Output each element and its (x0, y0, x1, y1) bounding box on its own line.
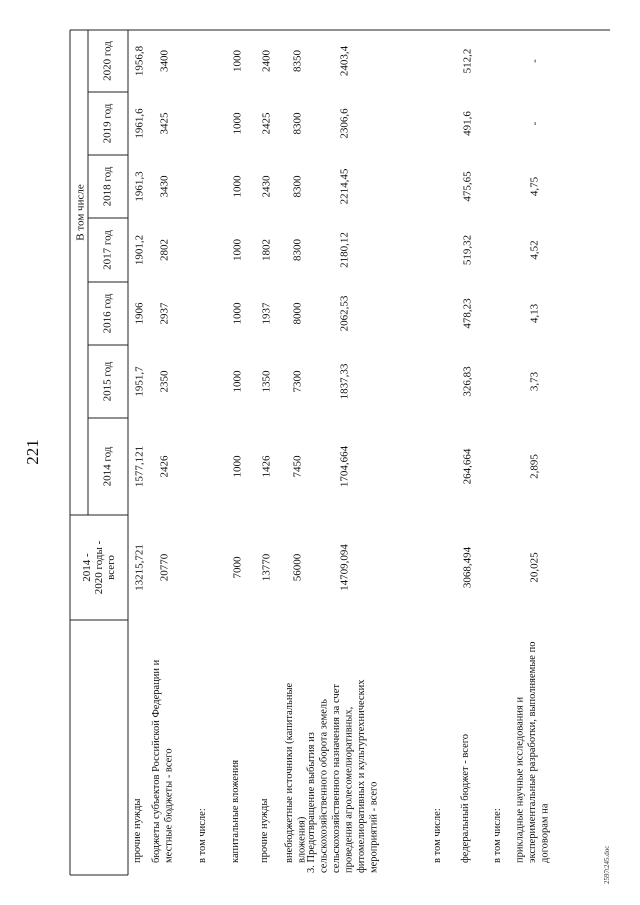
cell-value: 3400 (158, 50, 171, 72)
cell-value: 1961,3 (133, 171, 146, 202)
cell-value: 4,52 (528, 240, 541, 260)
cell-value: 2062,53 (338, 295, 351, 332)
cell-value: 8300 (291, 112, 304, 135)
cell-value: 1837,33 (338, 363, 351, 400)
header-year-2016: 2016 год (101, 293, 114, 334)
cell-value: 478,23 (461, 298, 474, 329)
cell-value: 56000 (291, 553, 304, 582)
cell-value: 1000 (231, 455, 244, 478)
cell-value: 519,32 (461, 234, 474, 266)
cell-value: 1000 (231, 370, 244, 393)
cell-value: 4,75 (528, 176, 541, 197)
cell-value: 1961,6 (133, 108, 146, 139)
header-in-that-number: В том числе (74, 184, 87, 241)
header-year-2018: 2018 год (101, 166, 114, 207)
cell-value: 3430 (158, 175, 171, 198)
cell-value: 475,65 (461, 171, 474, 202)
row-label: в том числе: (492, 808, 503, 863)
cell-value: 2,895 (528, 454, 541, 479)
row-label: внебюджетные источники (капитальные вложения) (283, 682, 308, 863)
cell-value: 1704,664 (338, 445, 351, 488)
header-total-label: 2014 -2020 годы -всего (80, 540, 117, 595)
cell-value: 491,6 (461, 111, 474, 136)
row-label: капитальные вложения (230, 759, 241, 863)
cell-value: 3,73 (528, 371, 541, 392)
cell-value: 20,025 (528, 552, 541, 583)
cell-value: 1951,7 (133, 366, 146, 397)
header-year-2014: 2014 год (101, 446, 114, 487)
row-label: федеральный бюджет - всего (460, 733, 471, 863)
cell-value: 1901,2 (133, 234, 146, 266)
cell-value: 2350 (158, 370, 171, 393)
cell-value: 13215,721 (133, 544, 146, 591)
cell-value: 1577,121 (133, 445, 146, 488)
cell-value: 2403,4 (338, 45, 351, 77)
cell-value: 1000 (231, 175, 244, 198)
row-label: 3. Предотвращение выбытия из сельскохозяйственного оборота земель сельскохозяйственного назначения за счет проведения агролесомелиоративных, фитомелиоративных и культуртехнических мероприятий - всего (305, 679, 380, 873)
cell-value: 1802 (260, 239, 273, 261)
footer-file-code: 2597t245.doc (603, 845, 611, 884)
cell-value: 264,664 (461, 448, 474, 485)
row-label: бюджеты субъектов Российской Федерации и местные бюджеты - всего (150, 659, 175, 863)
cell-value: 2306,6 (338, 108, 351, 139)
row-label: прочие нужды (132, 798, 143, 863)
cell-value: 8300 (291, 175, 304, 198)
page-number: 221 (23, 439, 42, 465)
cell-value: 20770 (158, 553, 171, 582)
cell-value: - (528, 121, 541, 126)
cell-value: 512,2 (461, 48, 474, 74)
row-label: в том числе: (197, 808, 208, 863)
row-label: прикладные научные исследования и экспериментальные разработки, выполняемые по договорам на (514, 641, 551, 863)
cell-value: 3425 (158, 112, 171, 135)
cell-value: 1000 (231, 112, 244, 135)
cell-value: 1000 (231, 50, 244, 72)
cell-value: 2802 (158, 239, 171, 261)
header-year-2017: 2017 год (101, 230, 114, 270)
cell-value: 2180,12 (338, 232, 351, 268)
cell-value: 8300 (291, 239, 304, 261)
cell-value: 7300 (291, 370, 304, 393)
cell-value: 2425 (260, 112, 273, 135)
cell-value: 1000 (231, 239, 244, 261)
cell-value: 1426 (260, 455, 273, 478)
cell-value: 2430 (260, 175, 273, 198)
cell-value: 1000 (231, 302, 244, 325)
cell-value: 1350 (260, 370, 273, 393)
cell-value: 1937 (260, 302, 273, 325)
cell-value: 14709,094 (338, 544, 351, 591)
cell-value: 1906 (133, 302, 146, 325)
cell-value: 8000 (291, 302, 304, 325)
cell-value: 13770 (260, 553, 273, 582)
header-year-2019: 2019 год (101, 103, 114, 144)
cell-value: 326,83 (461, 366, 474, 397)
cell-value: 8350 (291, 50, 304, 72)
cell-value: - (528, 59, 541, 63)
header-year-2015: 2015 год (101, 361, 114, 402)
row-label: в том числе: (432, 808, 443, 863)
cell-value: 4,13 (528, 303, 541, 324)
header-year-2020: 2020 год (101, 41, 114, 81)
cell-value: 2400 (260, 50, 273, 72)
cell-value: 7000 (231, 556, 244, 579)
cell-value: 2937 (158, 302, 171, 325)
cell-value: 3068,494 (461, 546, 474, 589)
cell-value: 7450 (291, 455, 304, 478)
cell-value: 1956,8 (133, 45, 146, 77)
cell-value: 2214,45 (338, 168, 351, 205)
row-label: прочие нужды (259, 798, 270, 863)
cell-value: 2426 (158, 455, 171, 478)
